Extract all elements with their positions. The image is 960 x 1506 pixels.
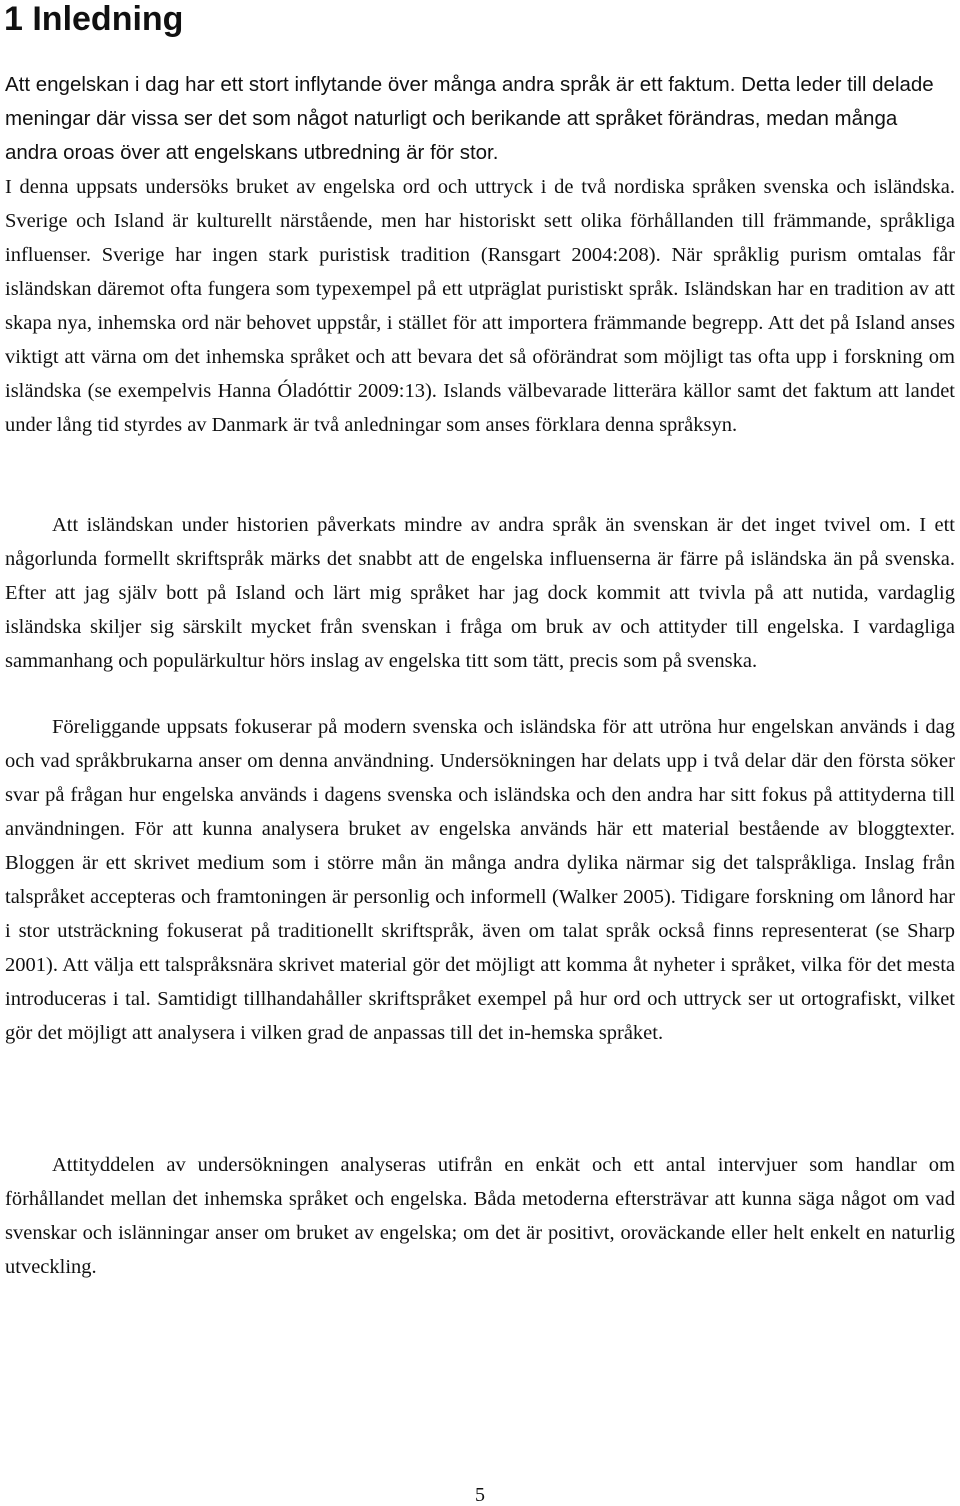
intro-paragraph: Att engelskan i dag har ett stort inflytande över många andra språk är ett faktum. Detta leder till delade meningar där vissa ser det som något naturligt och berikande att språket förändras, medan många andra oroas över att engelskans utbredning är för stor.: [5, 73, 934, 164]
chapter-heading: 1 Inledning: [4, 0, 184, 38]
body-paragraph-3: Föreliggande uppsats fokuserar på modern svenska och isländska för att utröna hur engelskan används i dag och vad språkbrukarna anser om denna användning. Undersökningen har delats upp i två delar där den första söker svar på frågan hur engelska används i dagens svenska och isländska och den andra har sitt fokus på attityderna till användningen. För att kunna analysera bruket av engelska används här ett material bestående av bloggtexter. Bloggen är ett skrivet medium som i större mån än många andra dylika närmar sig det talspråkliga. Inslag från talspråket accepteras och framtoningen är personlig och informell (Walker 2005). Tidigare forskning om lånord har i stor utsträckning fokuserat på traditionellt skriftspråk, även om talat språk också finns representerat (se Sharp 2001). Att välja ett talspråksnära skrivet material gör det möjligt att komma åt nyheter i språket, vilka för det mesta introduceras i tal. Samtidigt tillhandahåller skriftspråket exempel på hur ord och uttryck ser ut ortografiskt, vilket gör det möjligt att analysera i vilken grad de anpassas till det in-hemska språket.: [5, 716, 955, 1044]
body-paragraph-4: Attityddelen av undersökningen analyseras utifrån en enkät och ett antal intervjuer som handlar om förhållandet mellan det inhemska språket och engelska. Båda metoderna eftersträvar att kunna säga något om vad svenskar och islänningar anser om bruket av engelska; om det är positivt, oroväckande eller helt enkelt en naturlig utveckling.: [5, 1154, 955, 1278]
body-paragraph-2: Att isländskan under historien påverkats mindre av andra språk än svenskan är det inget tvivel om. I ett någorlunda formellt skriftspråk märks det snabbt att de engelska influenserna är färre på isländska än på svenska. Efter att jag själv bott på Island och lärt mig språket har jag dock kommit att tvivla på att nutida, vardaglig isländska skiljer sig särskilt mycket från svenskan i fråga om bruk av och attityder till engelska. I vardagliga sammanhang och populärkultur hörs inslag av engelska titt som tätt, precis som på svenska.: [5, 514, 955, 672]
body-paragraph-1: I denna uppsats undersöks bruket av engelska ord och uttryck i de två nordiska språken svenska och isländska. Sverige och Island är kulturellt närstående, men har historiskt sett olika förhållanden till främmande, språkliga influenser. Sverige har ingen stark puristisk tradition (Ransgart 2004:208). När språklig purism omtalas får isländskan däremot ofta fungera som typexempel på ett utpräglat puristiskt språk. Isländskan har en tradition av att skapa nya, inhemska ord när behovet uppstår, i stället för att importera främmande begrepp. Att det på Island anses viktigt att värna om det inhemska språket och att bevara det så oförändrat som möjligt tas ofta upp i forskning om isländska (se exempelvis Hanna Óladóttir 2009:13). Islands välbevarade litterära källor samt det faktum att landet under lång tid styrdes av Danmark är två anledningar som anses förklara denna språksyn.: [5, 176, 955, 436]
page-number: 5: [475, 1484, 485, 1506]
